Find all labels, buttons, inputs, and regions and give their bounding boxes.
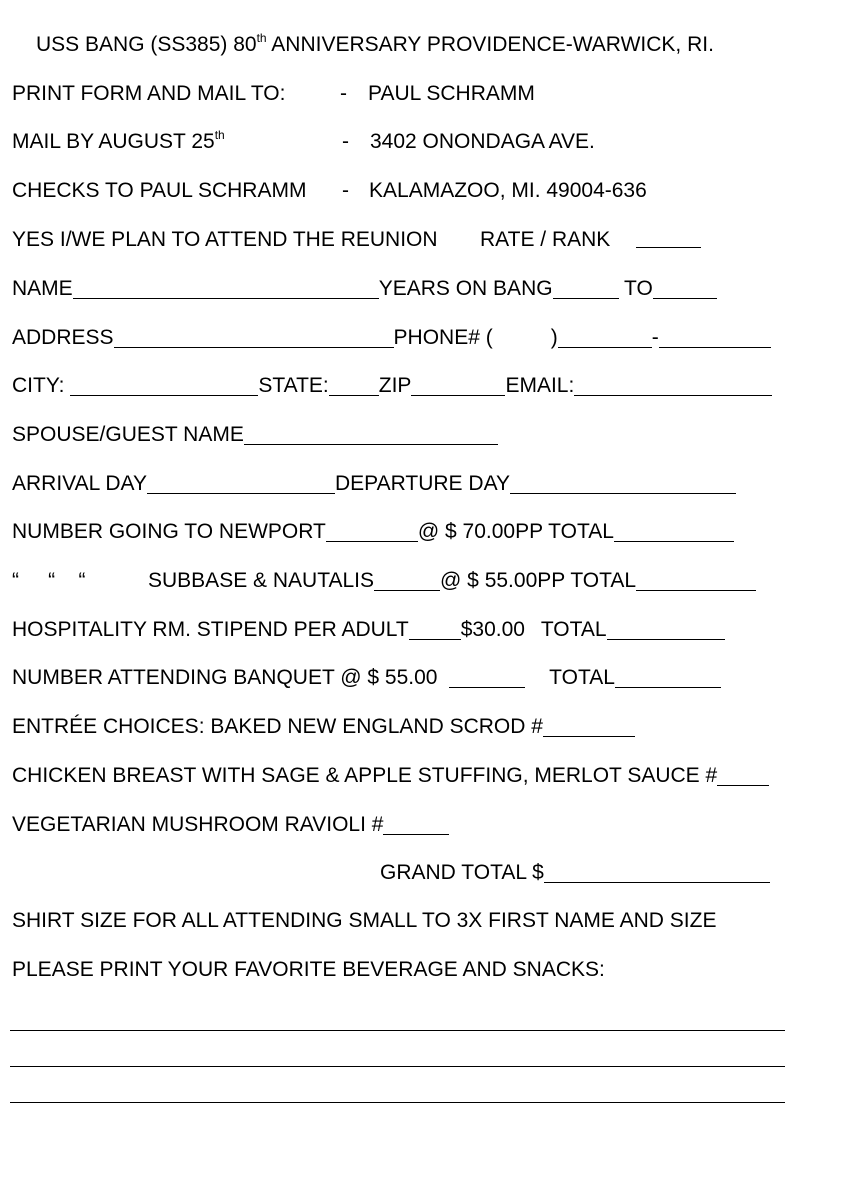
mail-to-row <box>12 81 535 107</box>
arrival-label: ARRIVAL DAY <box>12 472 147 495</box>
arrival-field[interactable] <box>147 473 335 494</box>
zip-label: ZIP <box>378 374 412 397</box>
city-label: CITY: <box>12 374 65 397</box>
newport-label: NUMBER GOING TO NEWPORT <box>12 520 326 543</box>
title-sup: th <box>256 31 267 45</box>
address-row <box>12 325 771 351</box>
name-field[interactable] <box>73 278 379 299</box>
spouse-row <box>12 422 498 448</box>
city-state-zip: KALAMAZOO, MI. 49004-636 <box>369 179 647 202</box>
grand-total-row <box>380 860 770 886</box>
state-label: STATE: <box>258 374 329 397</box>
subbase-count-field[interactable] <box>374 570 440 591</box>
spouse-label: SPOUSE/GUEST NAME <box>12 423 244 446</box>
beverage-line-3[interactable] <box>10 1102 785 1103</box>
email-label: EMAIL: <box>505 374 575 397</box>
newport-row <box>12 519 734 545</box>
years-to-label: TO <box>624 277 653 300</box>
beverage-row <box>12 957 605 983</box>
departure-label: DEPARTURE DAY <box>334 472 511 495</box>
years-label: YEARS ON BANG <box>378 277 553 300</box>
mail-by-dash: - <box>342 130 349 153</box>
mail-by-row <box>12 128 595 155</box>
street-address: 3402 ONONDAGA AVE. <box>370 130 595 153</box>
mail-to-dash: - <box>340 82 347 105</box>
entree-ravioli-label: VEGETARIAN MUSHROOM RAVIOLI # <box>12 813 384 836</box>
entree-chicken-field[interactable] <box>717 765 769 786</box>
years-to-field[interactable] <box>653 278 717 299</box>
entree-ravioli-field[interactable] <box>383 814 449 835</box>
attend-row <box>12 227 611 253</box>
address-label: ADDRESS <box>12 326 114 349</box>
years-from-field[interactable] <box>553 278 619 299</box>
shirt-label: SHIRT SIZE FOR ALL ATTENDING SMALL TO 3X FIRST NAME AND SIZE <box>12 909 717 932</box>
spouse-field[interactable] <box>244 424 498 445</box>
email-field[interactable] <box>574 375 772 396</box>
beverage-label: PLEASE PRINT YOUR FAVORITE BEVERAGE AND SNACKS: <box>12 958 605 981</box>
banquet-total-field[interactable] <box>615 667 721 688</box>
city-field[interactable] <box>70 375 258 396</box>
rate-rank-label: RATE / RANK <box>480 228 611 251</box>
phone-paren: ) <box>550 326 558 349</box>
grand-total-label: GRAND TOTAL $ <box>380 861 544 884</box>
banquet-count-field[interactable] <box>449 667 525 688</box>
phone-prefix-field[interactable] <box>558 327 652 348</box>
name-row <box>12 276 717 302</box>
phone-number-field[interactable] <box>659 327 771 348</box>
entree-chicken-row <box>12 763 769 789</box>
name-label: NAME <box>12 277 73 300</box>
zip-field[interactable] <box>411 375 505 396</box>
mail-to-label: PRINT FORM AND MAIL TO: <box>12 82 286 105</box>
subbase-price: @ $ 55.00PP TOTAL <box>440 569 637 592</box>
state-field[interactable] <box>329 375 379 396</box>
mail-to-name: PAUL SCHRAMM <box>368 82 535 105</box>
entree-ravioli-row <box>12 812 449 838</box>
title-text-a: USS BANG (SS385) 80 <box>36 33 257 56</box>
entree-scrod-field[interactable] <box>543 716 635 737</box>
entree-chicken-label: CHICKEN BREAST WITH SAGE & APPLE STUFFING, MERLOT SAUCE # <box>12 764 718 787</box>
grand-total-field[interactable] <box>544 862 770 883</box>
beverage-line-2[interactable] <box>10 1066 785 1067</box>
dates-row <box>12 471 736 497</box>
checks-row <box>12 178 647 204</box>
address-field[interactable] <box>114 327 394 348</box>
hospitality-count-field[interactable] <box>409 619 461 640</box>
city-row <box>12 373 772 399</box>
banquet-total-label: TOTAL <box>549 666 615 689</box>
hospitality-row <box>12 617 725 643</box>
hospitality-total-label: TOTAL <box>540 618 607 641</box>
subbase-label: SUBBASE & NAUTALIS <box>148 569 375 592</box>
ditto-marks: “ “ “ <box>12 569 86 592</box>
newport-count-field[interactable] <box>326 521 418 542</box>
hospitality-label: HOSPITALITY RM. STIPEND PER ADULT <box>12 618 409 641</box>
departure-field[interactable] <box>510 473 736 494</box>
newport-total-field[interactable] <box>614 521 734 542</box>
subbase-row <box>12 568 637 594</box>
phone-dash: - <box>651 326 659 349</box>
newport-price: @ $ 70.00PP TOTAL <box>417 520 614 543</box>
checks-dash: - <box>342 179 349 202</box>
phone-label: PHONE# ( <box>393 326 493 349</box>
mail-by-label: MAIL BY AUGUST 25 <box>12 130 215 153</box>
checks-label: CHECKS TO PAUL SCHRAMM <box>12 179 307 202</box>
beverage-line-1[interactable] <box>10 1030 785 1031</box>
shirt-row <box>12 908 716 934</box>
form-title <box>36 32 714 58</box>
banquet-label: NUMBER ATTENDING BANQUET @ $ 55.00 <box>12 666 438 689</box>
rate-rank-field[interactable] <box>636 227 701 248</box>
banquet-row <box>12 665 721 691</box>
title-text-b: ANNIVERSARY PROVIDENCE-WARWICK, RI. <box>266 33 714 56</box>
subbase-total-field[interactable] <box>636 570 756 591</box>
hospitality-total-field[interactable] <box>607 619 725 640</box>
entree-scrod-label: ENTRÉE CHOICES: BAKED NEW ENGLAND SCROD # <box>12 715 543 738</box>
mail-by-sup: th <box>214 128 225 142</box>
entree-scrod-row <box>12 714 635 740</box>
hospitality-price: $30.00 <box>460 618 525 641</box>
attend-label: YES I/WE PLAN TO ATTEND THE REUNION <box>12 228 438 251</box>
